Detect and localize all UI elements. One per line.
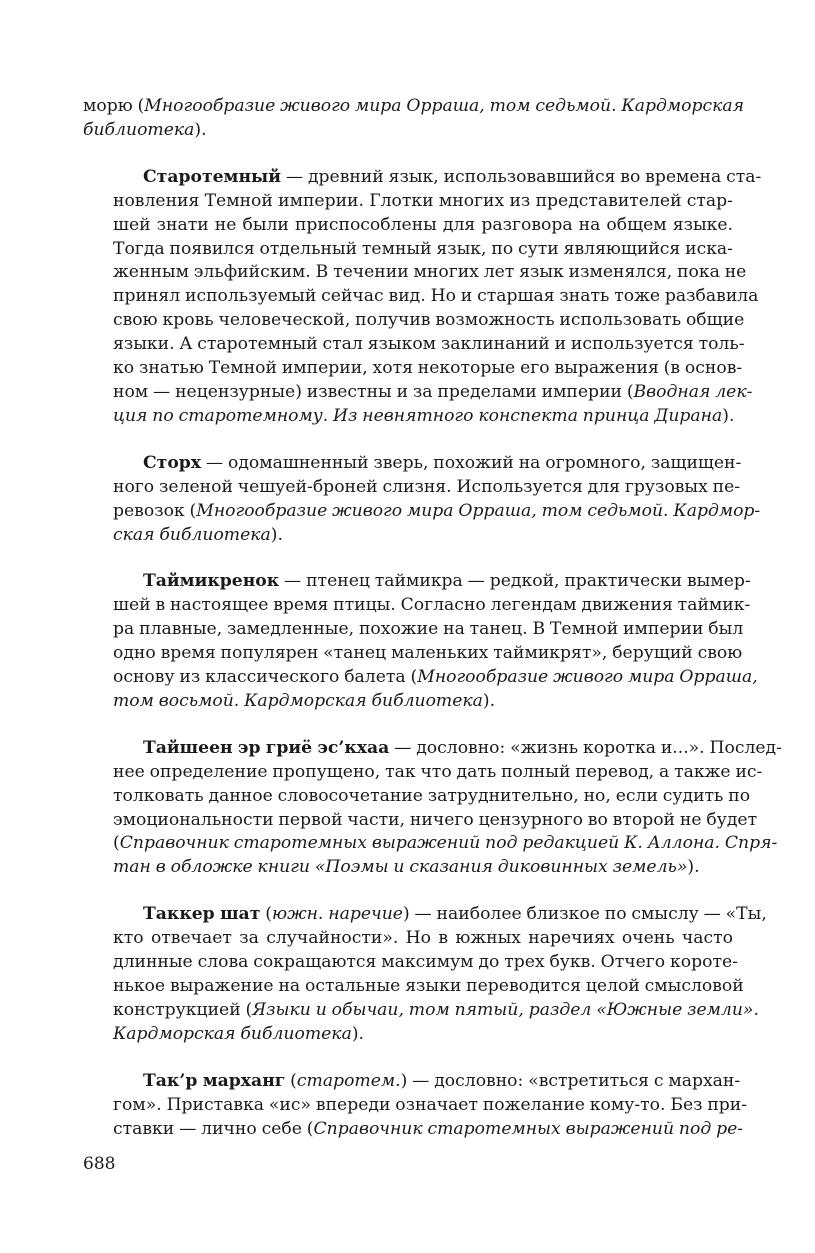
entry-term: Таймикренок (143, 571, 280, 592)
text-segment: ). (722, 405, 735, 426)
text-line (83, 285, 759, 309)
italic-text: Языки и обычаи, том пятый, раздел «Южные земли». (252, 999, 759, 1020)
body-text (83, 95, 782, 1164)
text-segment: ( (113, 833, 120, 854)
text-line (83, 333, 745, 357)
text-line (83, 809, 758, 833)
text-segment: новления Темной империи. Глотки многих из представителей стар- (113, 190, 733, 211)
italic-text: ция по старотемному. Из невнятного конспекта принца Дирана (113, 405, 723, 426)
text-line (83, 785, 751, 809)
text-segment: языки. А старотемный стал языком заклинаний и используется толь- (113, 334, 745, 355)
text-segment: — дословно: «жизнь коротка и...». Послед- (389, 737, 782, 758)
text-line (83, 927, 733, 951)
text-segment: — птенец таймикра — редкой, практически вымер- (279, 571, 751, 592)
italic-text: Справочник старотемных выражений под ре- (313, 1118, 744, 1139)
text-segment: нькое выражение на остальные языки переводится целой смысловой (113, 976, 744, 996)
text-segment: длинные слова сокращаются максимум до трех букв. Отчего короте- (113, 952, 738, 973)
text-segment: женным эльфийским. В течении многих лет язык изменялся, пока не (113, 262, 747, 283)
glossary-entry (83, 452, 761, 548)
text-line (83, 119, 733, 143)
entry-term: Тайшеен эр гриё эс’кхаа (143, 737, 390, 758)
text-segment: Тогда появился отдельный темный язык, по сути являющийся иска- (113, 238, 733, 259)
text-line (83, 951, 738, 975)
text-line (83, 570, 751, 594)
entry-term: Таккер шат (143, 904, 261, 925)
text-segment: нее определение пропущено, так что дать полный перевод, а также ис- (113, 761, 763, 782)
text-segment: ( (260, 904, 272, 925)
italic-text: Многообразие живого мира Орраша, том седьмой. Кардморская (144, 96, 744, 116)
text-line (83, 666, 758, 690)
text-segment: ) — наиболее близкое по смыслу — «Ты, (402, 904, 767, 925)
text-segment: ставки — лично себе ( (113, 1118, 314, 1139)
text-segment: ного зеленой чешуей-броней слизня. Используется для грузовых пе- (113, 476, 741, 497)
text-line (83, 1118, 744, 1142)
text-segment: одно время популярен «танец маленьких таймикрят», берущий свою (113, 643, 743, 664)
text-line (83, 832, 778, 856)
text-line (83, 999, 759, 1023)
text-line (83, 1070, 741, 1094)
paragraph-continuation (83, 95, 744, 143)
italic-text: южн. наречие (271, 904, 403, 925)
text-segment: ) — дословно: «встретиться с мархан- (400, 1070, 741, 1091)
text-segment: ). (270, 524, 283, 545)
text-segment: — одомашненный зверь, похожий на огромного, защищен- (201, 452, 742, 473)
text-line (83, 761, 763, 785)
text-segment: шей знати не были приспособлены для разговора на общем языке. (113, 214, 733, 235)
text-segment: принял используемый сейчас вид. Но и старшая знать тоже разбавила (113, 286, 759, 307)
text-segment: ). (687, 857, 700, 878)
italic-text: библиотека (83, 119, 195, 140)
text-segment: морю ( (83, 96, 145, 116)
text-line (83, 452, 742, 476)
text-line (83, 214, 733, 238)
text-segment: ра плавные, замедленные, похожие на танец. В Темной империи был (113, 619, 744, 640)
text-segment: ревозок ( (113, 500, 197, 521)
text-segment: конструкцией ( (113, 999, 253, 1020)
text-line (83, 903, 767, 927)
glossary-entry (83, 570, 758, 713)
text-segment: ). (194, 119, 207, 140)
text-line (83, 975, 744, 999)
glossary-entry (83, 1070, 748, 1142)
text-line (83, 500, 761, 524)
glossary-entry (83, 737, 782, 880)
text-segment: шей в настоящее время птицы. Согласно легендам движения таймик- (113, 595, 751, 616)
text-line (83, 190, 733, 214)
text-segment: ном — нецензурные) известны и за пределами империи ( (113, 381, 634, 402)
text-line (83, 737, 782, 761)
text-line (83, 856, 733, 880)
text-line (83, 405, 733, 429)
entry-term: Так’р марханг (143, 1070, 286, 1091)
text-segment: гом». Приставка «ис» впереди означает пожелание кому-то. Без при- (113, 1094, 748, 1115)
italic-text: ская библиотека (113, 524, 271, 545)
text-line (83, 309, 745, 333)
text-line (83, 238, 733, 262)
italic-text: Многообразие живого мира Орраша, том седьмой. Кардмор- (196, 500, 761, 521)
text-line (83, 476, 741, 500)
text-segment: ). (351, 1023, 364, 1044)
text-segment: толковать данное словосочетание затруднительно, но, если судить по (113, 785, 751, 806)
italic-text: Кардморская библиотека (113, 1023, 352, 1044)
text-segment: основу из классического балета ( (113, 667, 418, 688)
italic-text: Многообразие живого мира Орраша, (417, 667, 758, 688)
text-line (83, 642, 743, 666)
text-segment: — древний язык, использовавшийся во времена ста- (281, 166, 762, 187)
text-line (83, 357, 743, 381)
text-segment: кто отвечает за случайности». Но в южных наречиях очень часто (113, 928, 733, 949)
text-line (83, 95, 744, 119)
text-line (83, 1094, 748, 1118)
text-segment: ). (482, 690, 496, 711)
italic-text: Вводная лек- (633, 381, 753, 402)
text-line (83, 381, 753, 405)
text-segment: ко знатью Темной империи, хотя некоторые его выражения (в основ- (113, 358, 743, 379)
text-line (83, 166, 762, 190)
glossary-entry (83, 903, 767, 1046)
text-segment: эмоциональности первой части, ничего цензурного во второй не будет (113, 809, 758, 830)
text-line (83, 594, 751, 618)
entry-term: Сторх (143, 452, 202, 473)
entry-term: Старотемный (143, 166, 282, 187)
text-line (83, 1023, 733, 1047)
italic-text: том восьмой. Кардморская библиотека (113, 690, 483, 711)
text-line (83, 690, 733, 714)
italic-text: старотем. (296, 1070, 401, 1091)
text-line (83, 618, 744, 642)
text-segment: ( (285, 1070, 297, 1091)
italic-text: тан в обложке книги «Поэмы и сказания диковинных земель» (113, 857, 688, 878)
text-segment: свою кровь человеческой, получив возможность использовать общие (113, 310, 745, 331)
page-number: 688 (83, 1154, 116, 1174)
italic-text: Справочник старотемных выражений под редакцией К. Аллона. Спря- (119, 833, 778, 854)
text-line (83, 524, 733, 548)
text-line (83, 261, 747, 285)
glossary-entry (83, 166, 762, 429)
